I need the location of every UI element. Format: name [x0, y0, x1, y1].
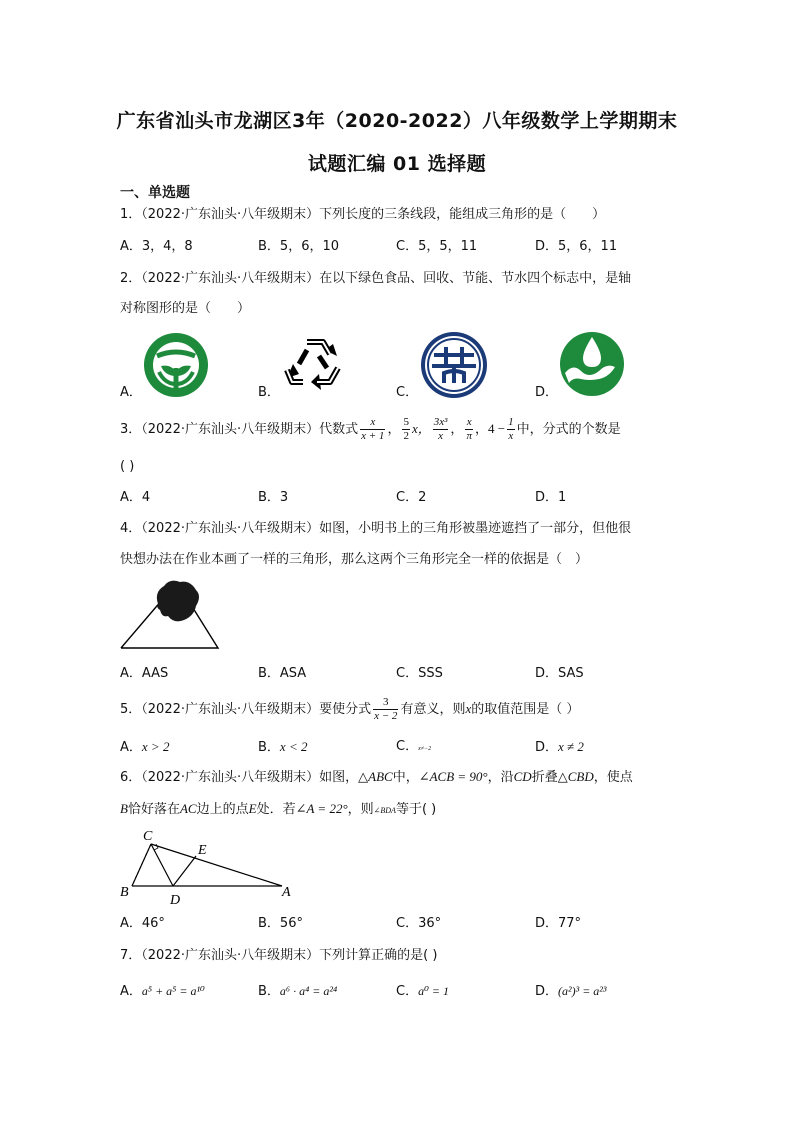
- q5-letter-c: C．: [396, 739, 419, 754]
- q6-text: ，使点: [593, 770, 633, 785]
- q6-math: ∠BDA: [373, 806, 396, 815]
- q1-option-d: D．5，6，11: [535, 239, 618, 254]
- q7-letter-d: D．: [535, 984, 559, 999]
- q7-option-b: [258, 982, 337, 1001]
- q3-fraction-4: [465, 416, 473, 443]
- q3-stem: [120, 414, 621, 445]
- q5-value-a: x > 2: [141, 739, 170, 754]
- q5-prefix: 5．（2022·广东汕头·八年级期末）要使分式: [120, 702, 372, 717]
- q3-f4-numerator: x: [466, 416, 472, 428]
- recycle-logo-icon: [283, 334, 347, 396]
- energy-saving-logo-icon: [420, 331, 488, 399]
- q6-stem-line1: [120, 768, 633, 787]
- q3-option-b: B．3: [258, 490, 289, 505]
- label-c: C: [143, 829, 153, 844]
- q5-letter-a: A．: [120, 740, 142, 755]
- q3-f5-prefix: 4 −: [487, 421, 506, 436]
- q5-letter-b: B．: [258, 740, 280, 755]
- q2-stem-line2: 对称图形的是（ ）: [120, 301, 251, 316]
- q3-fraction-3: [433, 416, 449, 443]
- q5-fraction: [373, 696, 398, 723]
- q6-option-c: C．36°: [396, 916, 442, 931]
- q7-option-a: [120, 982, 205, 1001]
- q2-letter-a: A．: [120, 385, 142, 400]
- q5-letter-d: D．: [535, 740, 559, 755]
- q7-letter-c: C．: [396, 984, 419, 999]
- q5-numerator: 3: [373, 696, 398, 710]
- q3-f5-numerator: 1: [508, 416, 514, 428]
- q6-text: 中，: [392, 770, 419, 785]
- q3-f5-denominator: x: [508, 430, 514, 442]
- q6-option-d: D．77°: [535, 916, 582, 931]
- q6-text: 边上的点: [196, 802, 249, 817]
- q3-f1-numerator: x: [360, 416, 385, 430]
- q6-math: ∠A = 22°: [295, 801, 348, 816]
- q7-expr-a: a⁵ + a⁵ = a¹⁰: [141, 984, 205, 998]
- label-d: D: [170, 893, 181, 906]
- q3-fraction-2: [402, 416, 410, 443]
- q1-stem: 1．（2022·广东汕头·八年级期末）下列长度的三条线段，能组成三角形的是（ ）: [120, 207, 606, 222]
- section-heading: 一、单选题: [120, 185, 190, 201]
- q3-separator: ，: [387, 422, 401, 437]
- q5-option-c: [396, 738, 431, 758]
- green-food-logo-icon: [143, 332, 209, 398]
- q5-denominator: x − 2: [374, 710, 398, 722]
- q6-text: 处．若: [256, 802, 296, 817]
- q3-prefix: 3．（2022·广东汕头·八年级期末）代数式: [120, 422, 359, 437]
- q3-option-a: A．4: [120, 490, 151, 505]
- q3-separator: ，: [474, 422, 488, 437]
- q5-option-b: [258, 738, 307, 757]
- q3-f3-numerator: 3x³: [433, 416, 448, 428]
- q2-letter-c: C．: [396, 385, 419, 400]
- q2-stem-line1: 2．（2022·广东汕头·八年级期末）在以下绿色食品、回收、节能、节水四个标志中，是轴: [120, 271, 632, 286]
- q5-value-d: x ≠ 2: [558, 739, 584, 754]
- q1-option-b: B．5，6，10: [258, 239, 340, 254]
- label-a: A: [282, 885, 291, 900]
- q6-math: E: [248, 801, 257, 816]
- q3-f4-denominator: π: [466, 430, 472, 442]
- q3-f2-numerator: 5: [403, 416, 409, 428]
- q6-text: 6．（2022·广东汕头·八年级期末）如图，: [120, 770, 359, 785]
- q7-letter-b: B．: [258, 984, 280, 999]
- q7-expr-c: a⁰ = 1: [418, 984, 449, 998]
- q5-suffix-a: 有意义，则: [400, 702, 466, 717]
- q3-option-c: C．2: [396, 490, 427, 505]
- q6-text: ，则: [347, 802, 374, 817]
- q6-text: 恰好落在: [127, 802, 180, 817]
- q7-option-c: [396, 982, 449, 1001]
- document-title-line2: 试题汇编 01 选择题: [307, 153, 487, 175]
- q6-math: ∠ACB = 90°: [418, 769, 488, 784]
- q6-text: 折叠: [531, 770, 558, 785]
- q4-stem-line2: 快想办法在作业本画了一样的三角形，那么这两个三角形完全一样的依据是（ ）: [120, 552, 589, 567]
- q5-value-b: x < 2: [279, 739, 308, 754]
- q4-option-a: A．AAS: [120, 666, 169, 681]
- q1-option-c: C．5，5，11: [396, 239, 478, 254]
- q6-math: AC: [179, 801, 197, 816]
- q3-suffix: 中，分式的个数是: [516, 422, 621, 437]
- q3-f1-denominator: x + 1: [361, 430, 385, 442]
- q5-option-d: [535, 738, 584, 757]
- q7-expr-d: (a²)³ = a²³: [558, 984, 607, 998]
- q7-option-d: [535, 982, 607, 1001]
- q6-text: ，沿: [487, 770, 514, 785]
- q4-option-b: B．ASA: [258, 666, 307, 681]
- q3-fraction-5: [507, 416, 515, 443]
- q6-option-b: B．56°: [258, 916, 303, 931]
- q3-f3-denominator: x: [438, 430, 444, 442]
- q6-text: 等于( ): [395, 802, 437, 817]
- q6-math: CD: [513, 769, 532, 784]
- q6-option-a: A．46°: [120, 916, 165, 931]
- q3-paren: ( ): [120, 459, 135, 474]
- q3-fraction-1: [360, 416, 385, 443]
- q5-stem: [120, 694, 579, 725]
- q3-f2-denominator: 2: [403, 430, 409, 442]
- q6-math: B: [120, 801, 128, 816]
- q6-math: △ABC: [358, 769, 393, 784]
- q6-stem-line2: [120, 800, 436, 820]
- ink-covered-triangle-figure: [118, 576, 222, 652]
- q2-letter-b: B．: [258, 385, 280, 400]
- q5-suffix-b: 的取值范围是（ ）: [471, 702, 580, 717]
- q3-separator: ，: [450, 422, 464, 437]
- folded-triangle-figure: [116, 824, 296, 906]
- q4-option-d: D．SAS: [535, 666, 584, 681]
- q1-option-a: A．3，4，8: [120, 239, 193, 254]
- q4-option-c: C．SSS: [396, 666, 443, 681]
- q6-math: △CBD: [557, 769, 594, 784]
- q5-option-a: [120, 738, 169, 757]
- q3-option-d: D．1: [535, 490, 567, 505]
- q5-variable: x: [465, 701, 472, 716]
- q4-stem-line1: 4．（2022·广东汕头·八年级期末）如图，小明书上的三角形被墨迹遮挡了一部分，但他很: [120, 521, 632, 536]
- label-e: E: [198, 843, 207, 858]
- label-b: B: [120, 885, 129, 900]
- document-title-line1: 广东省汕头市龙湖区3年（2020-2022）八年级数学上学期期末: [116, 110, 678, 132]
- q5-value-c: x≠−2: [418, 746, 432, 752]
- water-saving-logo-icon: [559, 331, 625, 397]
- q7-expr-b: a⁶ · a⁴ = a²⁴: [279, 984, 338, 998]
- q2-letter-d: D．: [535, 385, 559, 400]
- q3-f2-after: x，: [411, 421, 431, 436]
- q7-stem: 7．（2022·广东汕头·八年级期末）下列计算正确的是( ): [120, 948, 438, 963]
- q7-letter-a: A．: [120, 984, 142, 999]
